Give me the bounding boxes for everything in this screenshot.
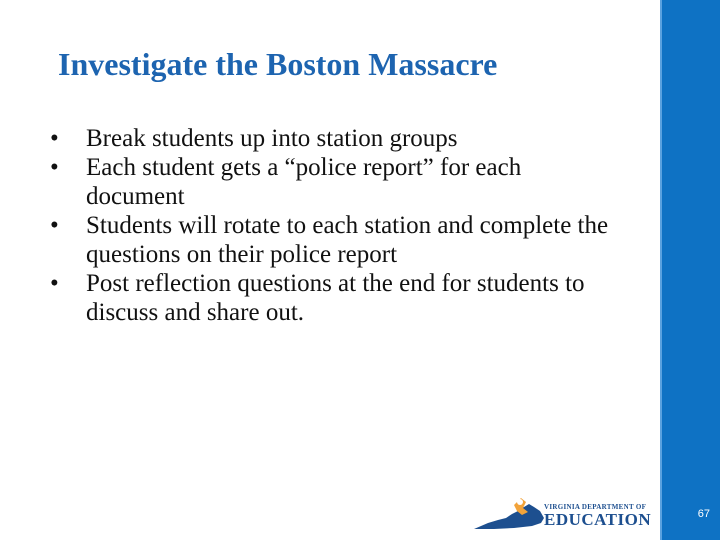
logo-line2: EDUCATION <box>544 510 652 529</box>
bullet-dot: • <box>50 270 59 297</box>
vdoe-logo <box>474 496 658 530</box>
bullet-text: Post reflection questions at the end for students to discuss and share out. <box>86 270 585 326</box>
bullet-list <box>50 124 610 327</box>
bullet-text: Students will rotate to each station and complete the questions on their police report <box>86 212 609 268</box>
bullet-item <box>50 211 610 269</box>
bullet-item <box>50 269 610 327</box>
bullet-dot: • <box>50 212 59 239</box>
blue-sidebar <box>662 0 720 540</box>
bullet-item <box>50 153 610 211</box>
bullet-text: Each student gets a “police report” for each document <box>86 154 522 210</box>
page-number: 67 <box>697 508 710 520</box>
logo-line1: VIRGINIA DEPARTMENT OF <box>544 503 647 511</box>
bullet-dot: • <box>50 154 59 181</box>
bullet-dot: • <box>50 125 59 152</box>
slide-title: Investigate the Boston Massacre <box>58 46 498 82</box>
virginia-state-outline-icon <box>474 496 546 530</box>
bullet-item <box>50 124 610 153</box>
bullet-text: Break students up into station groups <box>86 125 458 152</box>
